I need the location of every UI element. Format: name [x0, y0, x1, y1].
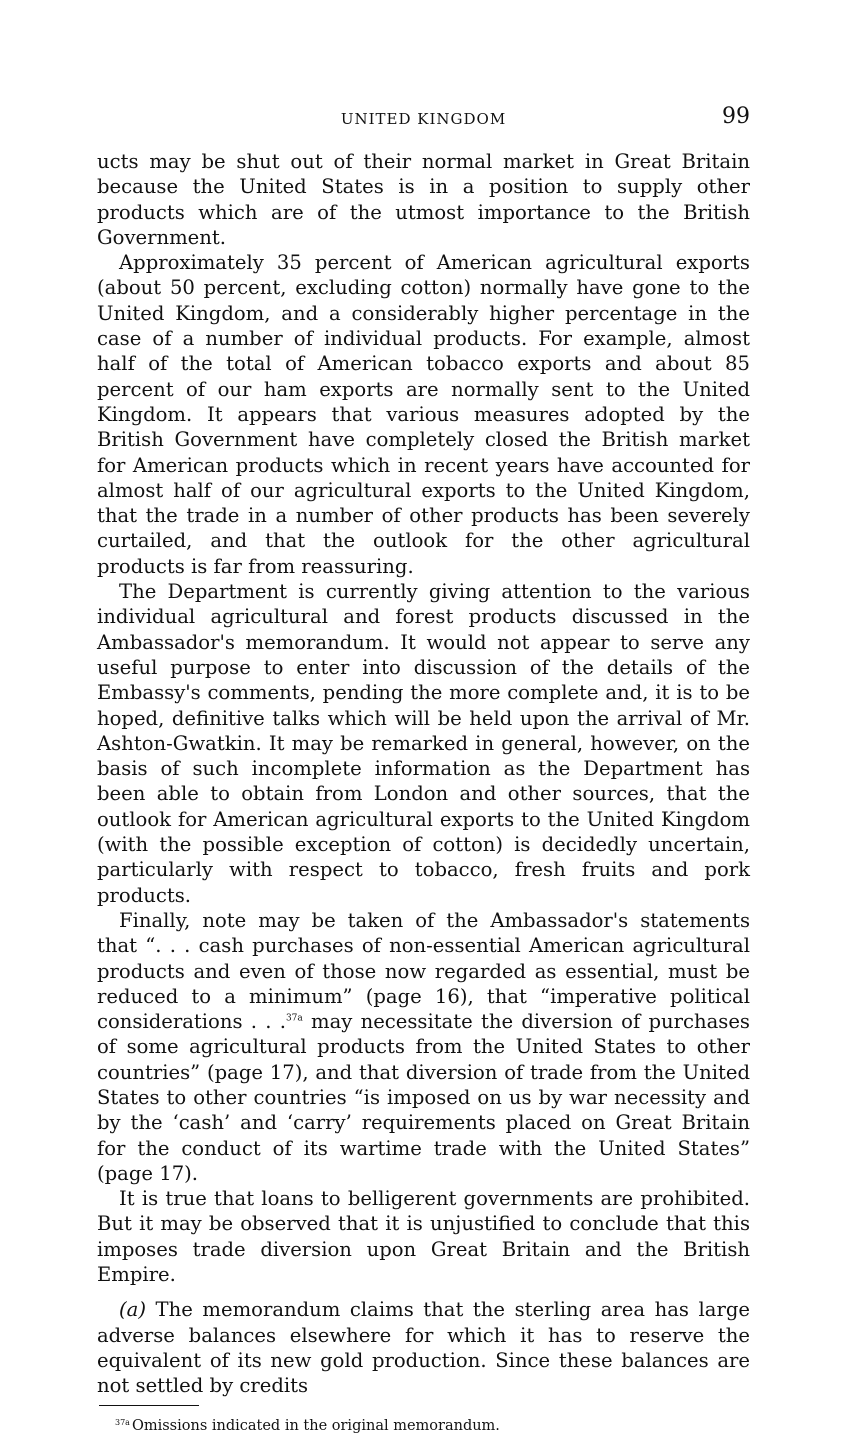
paragraph-2: Approximately 35 percent of American agricultural exports (about 50 percent, excluding cotton) normally have gone to the United Kingdom, and a considerably higher percentage in the case of a number of individual products. For example, almost half of the total of American tobacco exports and about 85 percent of our ham exports are normally sent to the United Kingdom. It appears that various measures adopted by the British Government have completely closed the British market for American products which in recent years have accounted for almost half of our agricultural exports to the United Kingdom, that the trade in a number of other products has been severely curtailed, and that the outlook for the other agricultural products is far from reassuring.: [97, 251, 750, 578]
footnote-text: Omissions indicated in the original memorandum.: [131, 1417, 500, 1434]
paragraph-3: The Department is currently giving attention to the various individual agricultural and forest products discussed in the Ambassador's memorandum. It would not appear to serve any useful purpose to enter into discussion of the details of the Embassy's comments, pending the more complete and, it is to be hoped, definitive talks which will be held upon the arrival of Mr. Ashton-Gwatkin. It may be remarked in general, however, on the basis of such incomplete information as the Department has been able to obtain from London and other sources, that the outlook for American agricultural exports to the United Kingdom (with the possible exception of cotton) is decidedly uncertain, particularly with respect to tobacco, fresh fruits and pork products.: [97, 580, 750, 907]
footnote-divider: [99, 1405, 199, 1406]
paragraph-4: [97, 908, 750, 1186]
page-number: 99: [722, 104, 750, 129]
running-head: UNITED KINGDOM: [340, 110, 507, 128]
paragraph-6-text: The memorandum claims that the sterling area has large adverse balances elsewhere for which it has to reserve the equivalent of its new gold production. Since these balances are not settled by credits: [97, 1298, 750, 1398]
document-page: [97, 104, 750, 1435]
paragraph-1: ucts may be shut out of their normal market in Great Britain because the United States is in a position to supply other products which are of the utmost importance to the British Government.: [97, 150, 750, 249]
paragraph-4-part-1: Finally, note may be taken of the Ambassador's statements that “. . . cash purchases of non-essential American agricultural products and even of those now regarded as essential, must be reduced to a minimum” (page 16), that “imperative political considerations . . .: [97, 908, 750, 1034]
footnote: [115, 1414, 750, 1435]
paragraph-6: [97, 1297, 750, 1398]
paragraph-6-label: (a): [119, 1298, 146, 1322]
page-header: [97, 104, 750, 134]
paragraph-4-part-2: may necessitate the diversion of purchases of some agricultural products from the United States to other countries” (page 17), and that diversion of trade from the United States to other countries “is imposed on us by war necessity and by the ‘cash’ and ‘carry’ requirements placed on Great Britain for the conduct of its wartime trade with the United States” (page 17).: [97, 1010, 750, 1185]
footnote-mark: 37a: [115, 1417, 130, 1427]
paragraph-5: It is true that loans to belligerent governments are prohibited. But it may be observed that it is unjustified to conclude that this imposes trade diversion upon Great Britain and the British Empire.: [97, 1187, 750, 1287]
footnote-reference: 37a: [285, 1013, 303, 1024]
body-text: [97, 149, 750, 1399]
